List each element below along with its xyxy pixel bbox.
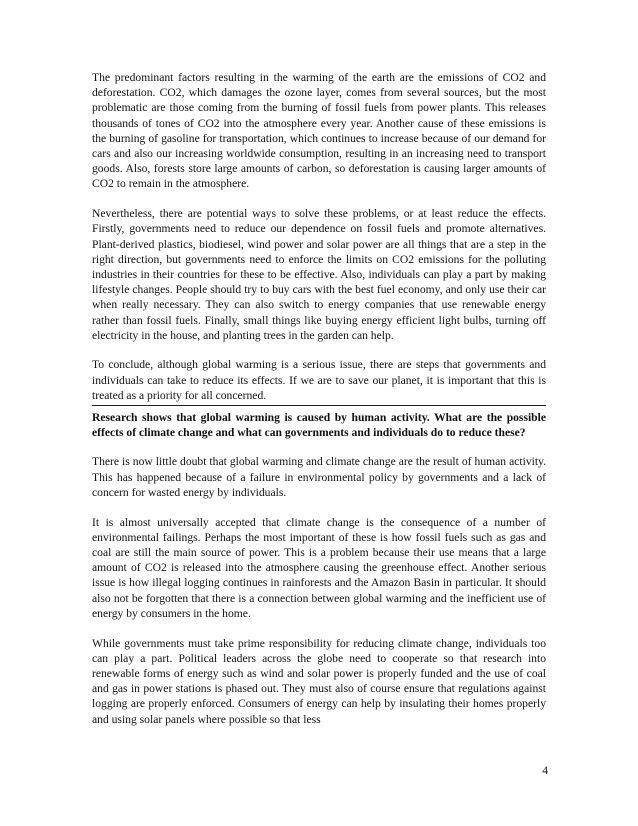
- section-divider: [92, 405, 546, 406]
- paragraph-introduction: There is now little doubt that global warming and climate change are the result of human activity. This has happened because of a failure in environmental policy by governments and a lack of concern for wasted energy by individuals.: [92, 455, 546, 499]
- paragraph-emission-causes: The predominant factors resulting in the warming of the earth are the emissions of CO2 and deforestation. CO2, which damages the ozone layer, comes from several sources, but the most problematic are those coming from the burning of fossil fuels from power plants. This releases thousands of tones of CO2 into the atmosphere every year. Another cause of these emissions is the burning of gasoline for transportation, which continues to increase because of our demand for cars and also our increasing worldwide consumption, resulting in an increasing need to transport goods. Also, forests store large amounts of carbon, so deforestation is causing larger amounts of CO2 to remain in the atmosphere.: [92, 71, 546, 191]
- essay-question: Research shows that global warming is caused by human activity. What are the possible effects of climate change and what can governments and individuals do to reduce these?: [92, 410, 546, 439]
- document-body: [92, 70, 546, 741]
- paragraph-environmental-failings: It is almost universally accepted that climate change is the consequence of a number of environmental failings. Perhaps the most important of these is how fossil fuels such as gas and coal are still the main source of power. This is a problem because their use means that a large amount of CO2 is released into the atmosphere causing the greenhouse effect. Another serious issue is how illegal logging continues in rainforests and the Amazon Basin in particular. It should also not be forgotten that there is a connection between global warming and the inefficient use of energy by consumers in the home.: [92, 515, 546, 620]
- paragraph-responsibility: While governments must take prime responsibility for reducing climate change, individuals too can play a part. Political leaders across the globe need to cooperate so that research into renewable forms of energy such as wind and solar power is properly funded and the use of coal and gas in power stations is phased out. They must also of course ensure that regulations against logging are properly enforced. Consumers of energy can help by insulating their homes properly and using solar panels where possible so that less: [92, 636, 546, 726]
- paragraph-solutions: Nevertheless, there are potential ways to solve these problems, or at least reduce the effects. Firstly, governments need to reduce our dependence on fossil fuels and promote alternatives. Plant-derived plastics, biodiesel, wind power and solar power are all things that are a step in the right direction, but governments need to enforce the limits on CO2 emissions for the polluting industries in their countries for these to be effective. Also, individuals can play a part by making lifestyle changes. People should try to buy cars with the best fuel economy, and only use their car when really necessary. They can also switch to energy companies that use renewable energy rather than fossil fuels. Finally, small things like buying energy efficient light bulbs, turning off electricity in the house, and planting trees in the garden can help.: [92, 207, 546, 342]
- paragraph-conclusion: To conclude, although global warming is a serious issue, there are steps that governments and individuals can take to reduce its effects. If we are to save our planet, it is important that this is treated as a priority for all concerned.: [92, 358, 546, 402]
- page-number: 4: [542, 764, 548, 777]
